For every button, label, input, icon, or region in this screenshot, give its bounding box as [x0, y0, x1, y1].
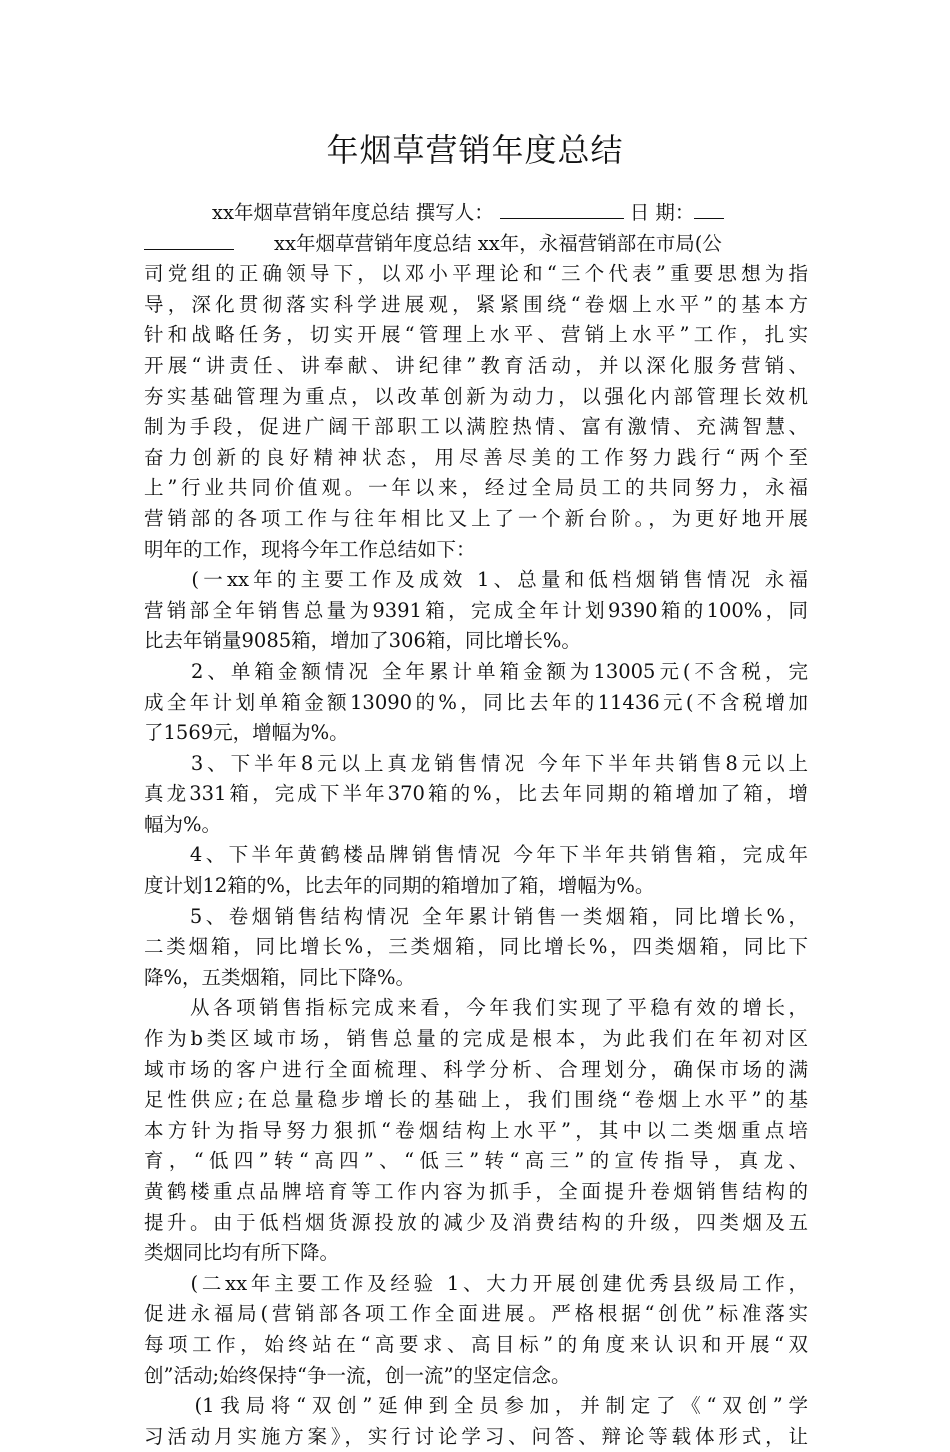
paragraph-line: (1我局将“双创”延伸到全员参加，并制定了《“双创”学	[144, 1394, 808, 1418]
paragraph-line: 夯实基础管理为重点，以改革创新为动力，以强化内部管理长效机	[144, 384, 808, 408]
paragraph-line: 幅为%。	[144, 812, 222, 836]
paragraph-line: 足性供应;在总量稳步增长的基础上，我们围绕“卷烟上水平”的基	[144, 1088, 808, 1112]
paragraph-line: 每项工作，始终站在“高要求、高目标”的角度来认识和开展“双	[144, 1332, 808, 1356]
author-date-line	[144, 198, 808, 229]
paragraph-line-0	[144, 229, 808, 260]
paragraph-line: 促进永福局(营销部各项工作全面进展。严格根据“创优”标准落实	[144, 1302, 808, 1326]
paragraph-line: 针和战略任务，切实开展“管理上水平、营销上水平”工作，扎实	[144, 323, 808, 347]
paragraph-line: 度计划12箱的%，比去年的同期的箱增加了箱，增幅为%。	[144, 874, 655, 898]
paragraph-line: 从各项销售指标完成来看，今年我们实现了平稳有效的增长，	[144, 996, 808, 1020]
paragraph-line: 奋力创新的良好精神状态，用尽善尽美的工作努力践行“两个至	[144, 445, 808, 469]
paragraph-line: 提升。由于低档烟货源投放的减少及消费结构的升级，四类烟及五	[144, 1210, 808, 1234]
paragraph-line: 习活动月实施方案》，实行讨论学习、问答、辩论等载体形式，让	[144, 1424, 808, 1448]
author-blank	[500, 198, 624, 219]
date-blank-continued	[144, 229, 234, 250]
paragraph-line: 比去年销量9085箱，增加了306箱，同比增长%。	[144, 629, 581, 653]
paragraph-line: 3、下半年8元以上真龙销售情况 今年下半年共销售8元以上	[144, 751, 808, 775]
paragraph-line: 育，“低四”转“高四”、“低三”转“高三”的宣传指导，真龙、	[144, 1149, 808, 1173]
paragraph-line: 制为手段，促进广阔干部职工以满腔热情、富有激情、充满智慧、	[144, 415, 808, 439]
paragraph-line-0-text: xx年烟草营销年度总结 xx年，永福营销部在市局(公	[274, 231, 722, 255]
paragraph-line: 创”活动;始终保持“争一流，创一流”的坚定信念。	[144, 1363, 571, 1387]
paragraph-line: 作为b类区域市场，销售总量的完成是根本，为此我们在年初对区	[144, 1027, 808, 1051]
document-title: 年烟草营销年度总结	[326, 131, 624, 169]
paragraph-line: 5、卷烟销售结构情况 全年累计销售一类烟箱，同比增长%，	[144, 904, 808, 928]
paragraph-line: 司党组的正确领导下，以邓小平理论和“三个代表”重要思想为指	[144, 262, 808, 286]
paragraph-line: 黄鹤楼重点品牌培育等工作内容为抓手，全面提升卷烟销售结构的	[144, 1180, 808, 1203]
paragraph-line: 4、下半年黄鹤楼品牌销售情况 今年下半年共销售箱，完成年	[144, 843, 808, 867]
paragraph-line: 本方针为指导努力狠抓“卷烟结构上水平”，其中以二类烟重点培	[144, 1118, 808, 1142]
paragraph-line: 真龙331箱，完成下半年370箱的%，比去年同期的箱增加了箱，增	[144, 782, 808, 806]
paragraph-line: 导，深化贯彻落实科学进展观，紧紧围绕“卷烟上水平”的基本方	[144, 292, 808, 316]
paragraph-line: 成全年计划单箱金额13090的%，同比去年的11436元(不含税增加	[144, 690, 808, 714]
paragraph-line: 二类烟箱，同比增长%，三类烟箱，同比增长%，四类烟箱，同比下	[144, 935, 808, 959]
paragraph-line: (二xx年主要工作及经验 1、大力开展创建优秀县级局工作，	[144, 1271, 808, 1295]
date-label: 日 期：	[629, 201, 695, 224]
paragraph-line: 开展“讲责任、讲奉献、讲纪律”教育活动，并以深化服务营销、	[144, 353, 808, 377]
date-blank	[694, 198, 724, 219]
paragraph-line: 2、单箱金额情况 全年累计单箱金额为13005元(不含税，完	[144, 659, 808, 683]
paragraph-line: 明年的工作，现将今年工作总结如下：	[144, 537, 476, 561]
author-label: xx年烟草营销年度总结 撰写人：	[212, 201, 494, 224]
paragraph-line: 类烟同比均有所下降。	[144, 1241, 340, 1265]
paragraph-lines	[144, 259, 808, 1452]
paragraph-line: 营销部全年销售总量为9391箱，完成全年计划9390箱的100%，同	[144, 598, 808, 622]
paragraph-line: 降%，五类烟箱，同比下降%。	[144, 965, 416, 989]
paragraph-line: 营销部的各项工作与往年相比又上了一个新台阶。，为更好地开展	[144, 506, 808, 530]
paragraph-line: (一xx年的主要工作及成效 1、总量和低档烟销售情况 永福	[144, 568, 808, 592]
paragraph-line: 上”行业共同价值观。一年以来，经过全局员工的共同努力，永福	[144, 476, 808, 500]
paragraph-line: 了1569元，增幅为%。	[144, 721, 349, 745]
document-body	[144, 198, 808, 1452]
paragraph-line: 域市场的客户进行全面梳理、科学分析、合理划分，确保市场的满	[144, 1057, 808, 1081]
